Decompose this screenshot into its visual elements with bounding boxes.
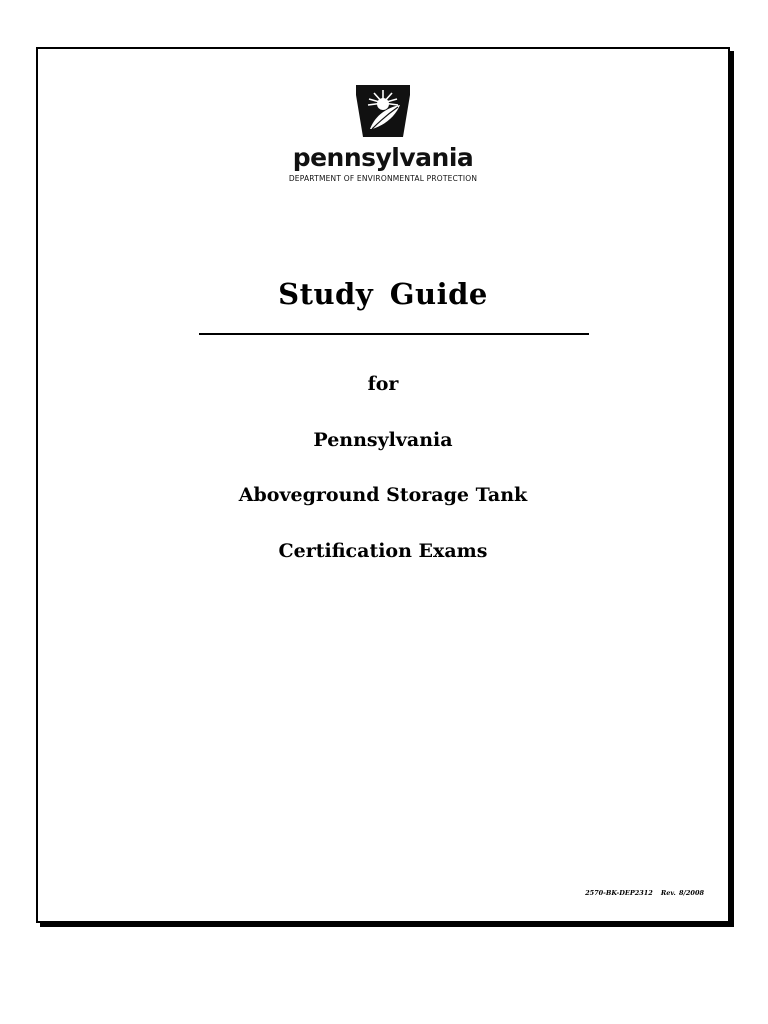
form-code bbox=[585, 889, 704, 897]
document-page bbox=[36, 47, 730, 923]
subtitle-for: for bbox=[367, 373, 399, 395]
subtitle-state: Pennsylvania bbox=[313, 429, 453, 451]
brand-name: pennsylvania bbox=[292, 143, 474, 172]
subtitle-program: Aboveground Storage Tank bbox=[238, 484, 528, 506]
agency-logo bbox=[38, 83, 728, 183]
page-title: Study Guide bbox=[278, 277, 488, 311]
keystone-icon bbox=[354, 83, 412, 139]
subtitle-exams: Certification Exams bbox=[278, 540, 488, 562]
department-name: DEPARTMENT OF ENVIRONMENTAL PROTECTION bbox=[288, 174, 478, 183]
form-number: 2570-BK-DEP2312 bbox=[585, 889, 653, 897]
revision-date: Rev. 8/2008 bbox=[660, 889, 704, 897]
title-divider bbox=[199, 333, 589, 335]
